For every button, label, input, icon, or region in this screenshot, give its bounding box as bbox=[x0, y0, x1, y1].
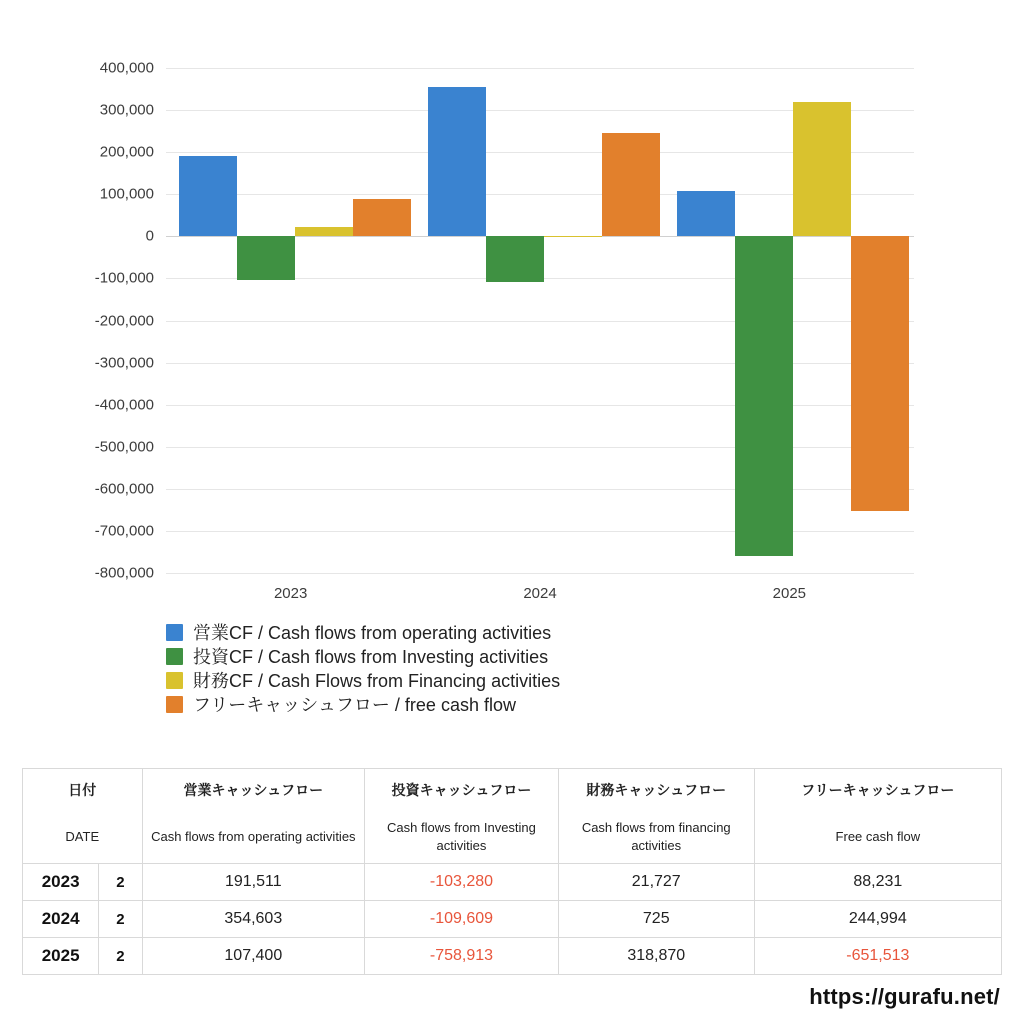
grid-line bbox=[166, 321, 914, 322]
chart-bar bbox=[602, 133, 660, 236]
row-year: 2025 bbox=[23, 938, 99, 975]
chart-bar bbox=[677, 191, 735, 236]
grid-line bbox=[166, 531, 914, 532]
legend-color-swatch-investing bbox=[166, 648, 183, 665]
table-header-date-jp: 日付 bbox=[23, 769, 143, 812]
chart-bar bbox=[295, 227, 353, 236]
legend-item bbox=[166, 644, 966, 668]
row-operating: 354,603 bbox=[142, 901, 365, 938]
row-investing: -103,280 bbox=[365, 864, 559, 901]
watermark-url: https://gurafu.net/ bbox=[809, 984, 1000, 1009]
row-financing: 21,727 bbox=[558, 864, 754, 901]
row-free-cash-flow: 244,994 bbox=[754, 901, 1001, 938]
row-free-cash-flow: -651,513 bbox=[754, 938, 1001, 975]
chart-bar bbox=[486, 236, 544, 282]
row-month: 2 bbox=[99, 938, 142, 975]
y-axis-tick-label: -500,000 bbox=[94, 438, 154, 456]
legend-item bbox=[166, 668, 966, 692]
y-axis-tick-label: 100,000 bbox=[99, 185, 154, 203]
chart-plot-area bbox=[94, 59, 914, 602]
row-month: 2 bbox=[99, 864, 142, 901]
table-header-row-jp bbox=[23, 769, 1002, 812]
legend-item bbox=[166, 620, 966, 644]
chart-bar bbox=[544, 236, 602, 237]
chart-bar bbox=[793, 102, 851, 236]
row-free-cash-flow: 88,231 bbox=[754, 864, 1001, 901]
x-axis-tick-label: 2025 bbox=[772, 585, 807, 602]
y-axis-tick-label: 0 bbox=[145, 227, 154, 245]
chart-bar bbox=[428, 87, 486, 236]
y-axis-tick-label: 200,000 bbox=[99, 143, 154, 161]
chart-bar bbox=[851, 236, 909, 510]
table-header-financing-jp: 財務キャッシュフロー bbox=[558, 769, 754, 812]
chart-bar bbox=[237, 236, 295, 279]
table-row bbox=[23, 938, 1002, 975]
table-header-financing-en: Cash flows from financing activities bbox=[558, 811, 754, 864]
y-axis-tick-label: -800,000 bbox=[94, 564, 154, 582]
table-row bbox=[23, 864, 1002, 901]
table-row bbox=[23, 901, 1002, 938]
y-axis-tick-label: -200,000 bbox=[94, 312, 154, 329]
x-axis-tick-label: 2024 bbox=[523, 585, 557, 602]
row-financing: 318,870 bbox=[558, 938, 754, 975]
row-month: 2 bbox=[99, 901, 142, 938]
row-investing: -109,609 bbox=[365, 901, 559, 938]
legend-label-free-cash-flow: フリーキャッシュフロー / free cash flow bbox=[193, 695, 516, 715]
grid-line bbox=[166, 573, 914, 574]
table-header-date-en: DATE bbox=[23, 811, 143, 864]
grid-line bbox=[166, 363, 914, 364]
y-axis-tick-label: -100,000 bbox=[94, 269, 154, 287]
legend-color-swatch-free-cash-flow bbox=[166, 696, 183, 713]
legend-item bbox=[166, 692, 966, 716]
table-header-free-en: Free cash flow bbox=[754, 811, 1001, 864]
cash-flow-table bbox=[22, 768, 1002, 975]
x-axis-tick-label: 2023 bbox=[273, 585, 308, 602]
legend-label-operating: 営業CF / Cash flows from operating activities bbox=[193, 623, 552, 643]
row-year: 2023 bbox=[23, 864, 99, 901]
table-header-operating-jp: 営業キャッシュフロー bbox=[142, 769, 365, 812]
table-header-free-jp: フリーキャッシュフロー bbox=[754, 769, 1001, 812]
y-axis-tick-label: 300,000 bbox=[99, 101, 154, 119]
grid-line bbox=[166, 68, 914, 69]
table-header-investing-jp: 投資キャッシュフロー bbox=[365, 769, 559, 812]
table-header-operating-en: Cash flows from operating activities bbox=[142, 811, 365, 864]
chart-legend bbox=[166, 620, 966, 716]
grid-line bbox=[166, 489, 914, 490]
y-axis-tick-label: -700,000 bbox=[94, 522, 154, 540]
legend-color-swatch-financing bbox=[166, 672, 183, 689]
y-axis-tick-label: 400,000 bbox=[99, 59, 154, 77]
y-axis-tick-label: -600,000 bbox=[94, 480, 154, 498]
grid-line bbox=[166, 405, 914, 406]
chart-bar bbox=[353, 199, 411, 236]
table-header-investing-en: Cash flows from Investing activities bbox=[365, 811, 559, 864]
y-axis-tick-label: -300,000 bbox=[94, 354, 154, 372]
chart-bar bbox=[735, 236, 793, 555]
legend-color-swatch-operating bbox=[166, 624, 183, 641]
row-year: 2024 bbox=[23, 901, 99, 938]
row-operating: 107,400 bbox=[142, 938, 365, 975]
cash-flow-table-wrapper bbox=[22, 768, 1002, 975]
row-operating: 191,511 bbox=[142, 864, 365, 901]
row-investing: -758,913 bbox=[365, 938, 559, 975]
grid-line bbox=[166, 447, 914, 448]
row-financing: 725 bbox=[558, 901, 754, 938]
legend-label-investing: 投資CF / Cash flows from Investing activities bbox=[193, 647, 549, 667]
legend-label-financing: 財務CF / Cash Flows from Financing activities bbox=[193, 671, 561, 691]
chart-bar bbox=[179, 156, 237, 237]
table-header-row-en bbox=[23, 811, 1002, 864]
y-axis-tick-label: -400,000 bbox=[94, 396, 154, 414]
